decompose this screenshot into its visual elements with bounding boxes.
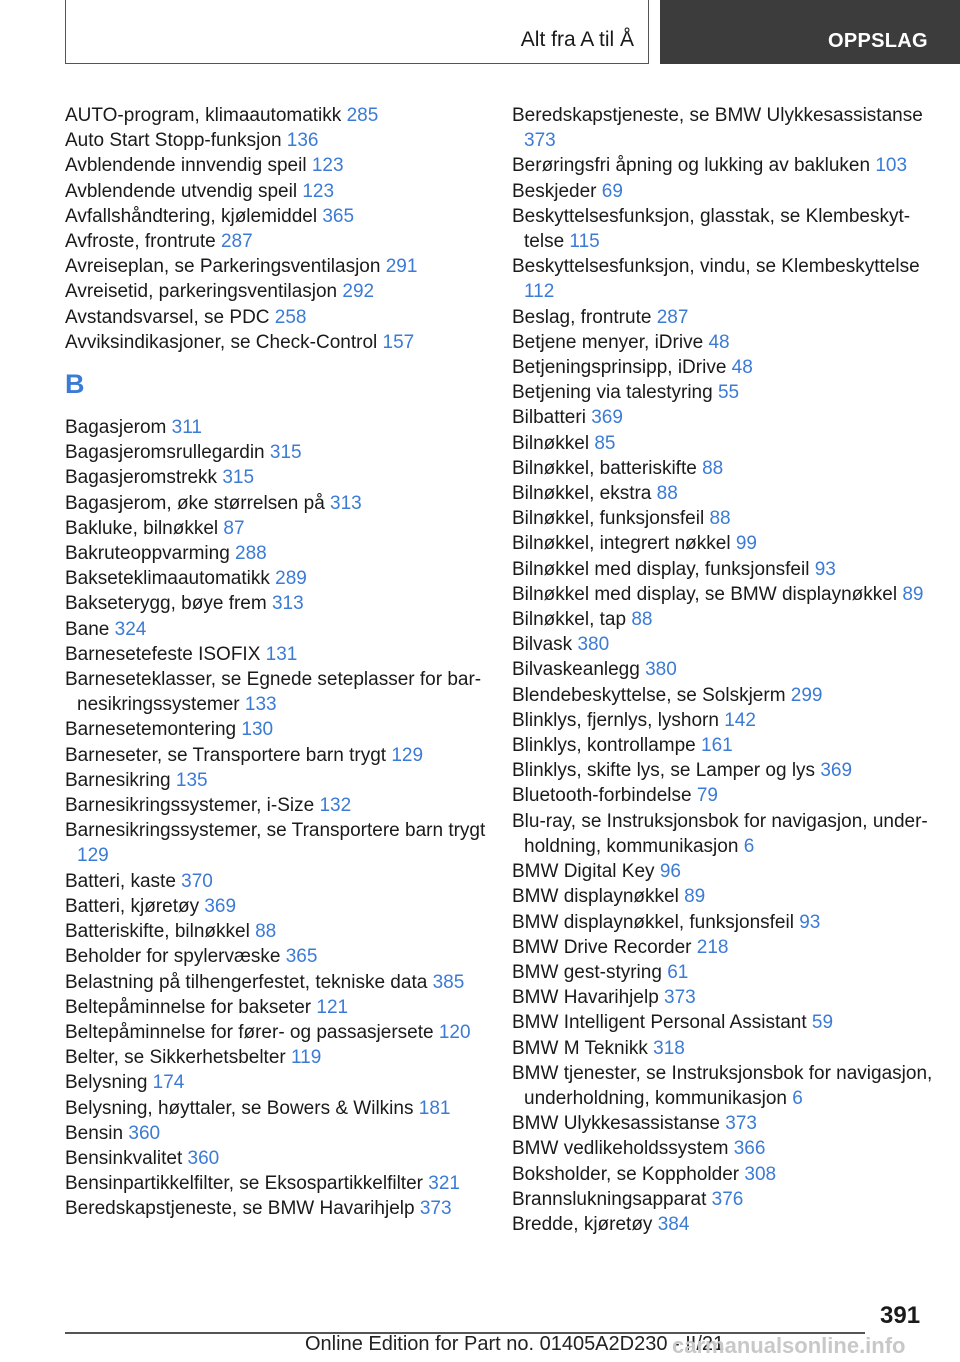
index-page-link[interactable]: 123	[311, 155, 344, 177]
index-entry	[512, 1136, 937, 1161]
index-entry	[512, 960, 937, 985]
index-column-right	[512, 103, 937, 1237]
index-entry-text: Belysning	[65, 1072, 148, 1094]
index-entry	[65, 153, 495, 178]
index-entry	[512, 783, 937, 808]
index-page-link[interactable]: 6	[743, 835, 755, 857]
index-entry	[65, 229, 495, 254]
index-entry	[512, 632, 937, 657]
index-entry	[65, 591, 495, 616]
index-entry	[512, 456, 937, 481]
index-page-link[interactable]: 89	[684, 886, 706, 908]
index-group-b-continued	[512, 103, 937, 1237]
index-page-link[interactable]: 318	[653, 1037, 685, 1059]
index-group-b	[65, 415, 495, 1222]
index-entry-text: Avblendende innvendig speil	[65, 155, 307, 177]
index-page-link[interactable]: 89	[902, 583, 924, 605]
index-entry	[512, 506, 937, 531]
index-page-link[interactable]: 360	[187, 1147, 220, 1169]
index-entry-text: Bensin	[65, 1122, 124, 1144]
index-page-link[interactable]: 313	[330, 492, 362, 514]
index-entry-text: Belysning, høyttaler, se Bowers & Wilkins	[65, 1097, 414, 1119]
index-entry	[512, 481, 937, 506]
index-entry	[512, 1111, 937, 1136]
index-page-link[interactable]: 365	[322, 205, 355, 227]
index-entry	[512, 305, 937, 330]
index-page-link[interactable]: 373	[664, 987, 696, 1009]
index-page-link[interactable]: 373	[725, 1113, 757, 1135]
index-entry-text: Boksholder, se Koppholder	[512, 1163, 740, 1185]
index-entry-text: Bilnøkkel, ekstra	[512, 483, 652, 505]
index-page-link[interactable]: 315	[269, 442, 302, 464]
index-entry-text: Blinklys, kontrollampe	[512, 735, 696, 757]
index-entry-text: BMW M Teknikk	[512, 1037, 648, 1059]
index-page-link[interactable]: 370	[181, 870, 213, 892]
index-entry	[65, 1045, 495, 1070]
index-page-link[interactable]: 93	[814, 558, 836, 580]
index-page-link[interactable]: 285	[346, 105, 379, 126]
index-page-link[interactable]: 289	[275, 568, 307, 590]
index-entry-text: Bilnøkkel, funksjonsfeil	[512, 508, 705, 530]
index-entry	[65, 667, 495, 717]
index-entry-text: Bredde, kjøretøy	[512, 1213, 653, 1235]
index-entry	[512, 1187, 937, 1212]
index-page-link[interactable]: 366	[733, 1138, 766, 1160]
index-page-link[interactable]: 123	[302, 180, 335, 202]
index-page-link[interactable]: 369	[591, 407, 623, 429]
index-entry-text: BMW displaynøkkel, funksjonsfeil	[512, 911, 794, 933]
index-entry	[65, 1020, 495, 1045]
index-entry	[65, 995, 495, 1020]
index-entry	[512, 758, 937, 783]
index-entry	[512, 582, 937, 607]
index-page-link[interactable]: 258	[274, 306, 307, 328]
index-entry	[512, 1036, 937, 1061]
index-page-link[interactable]: 129	[391, 744, 424, 766]
index-page-link[interactable]: 324	[114, 618, 147, 640]
index-page-link[interactable]: 174	[152, 1072, 185, 1094]
index-page-link[interactable]: 133	[244, 694, 277, 716]
index-entry-text: Bilnøkkel med display, funksjonsfeil	[512, 558, 810, 580]
index-page-link[interactable]: 291	[385, 256, 418, 278]
index-entry-text: Beskjeder	[512, 180, 597, 202]
index-entry	[65, 1070, 495, 1095]
index-page-link[interactable]: 130	[241, 719, 274, 741]
index-entry	[65, 254, 495, 279]
index-entry-text: Avfallshåndtering, kjølemiddel	[65, 205, 318, 227]
index-entry	[512, 557, 937, 582]
index-entry-text: Bluetooth-forbindelse	[512, 785, 692, 807]
index-entry	[65, 204, 495, 229]
index-page-link[interactable]: 315	[222, 467, 255, 489]
index-entry-text: Barneseter, se Transportere barn trygt	[65, 744, 387, 766]
index-entry	[65, 1171, 495, 1196]
index-entry	[65, 179, 495, 204]
index-page-link[interactable]: 287	[220, 231, 253, 253]
index-page-link[interactable]: 308	[744, 1163, 777, 1185]
index-page-link[interactable]: 48	[731, 357, 753, 379]
index-entry-text: Beredskapstjeneste, se BMW Ulykkesassistanse	[512, 105, 923, 126]
index-page-link[interactable]: 385	[432, 971, 465, 993]
index-entry	[512, 531, 937, 556]
header-chapter-box	[65, 0, 649, 64]
index-entry-text: Batteri, kaste	[65, 870, 176, 892]
index-entry	[65, 1096, 495, 1121]
index-page-link[interactable]: 292	[342, 281, 375, 303]
index-entry	[512, 254, 937, 304]
index-entry-text: Avblendende utvendig speil	[65, 180, 298, 202]
index-page-link[interactable]: 99	[735, 533, 757, 555]
index-entry	[512, 153, 937, 178]
index-entry-text: Bagasjeromstrekk	[65, 467, 218, 489]
index-entry	[65, 818, 495, 868]
index-entry-text: Bilvask	[512, 634, 573, 656]
index-page-link[interactable]: 380	[577, 634, 610, 656]
index-letter-heading: B	[65, 369, 85, 400]
index-page-link[interactable]: 59	[811, 1012, 834, 1034]
index-entry-text: Bensinpartikkelfilter, se Eksospartikkelfilter	[65, 1173, 423, 1195]
index-entry	[512, 910, 937, 935]
index-entry-text: Bakruteoppvarming	[65, 543, 230, 565]
index-entry	[512, 985, 937, 1010]
index-entry-text: BMW Intelligent Personal Assistant	[512, 1012, 807, 1034]
index-entry-text: Belter, se Sikkerhetsbelter	[65, 1047, 286, 1069]
index-entry-text: Batteri, kjøretøy	[65, 895, 200, 917]
index-page-link[interactable]: 115	[569, 231, 600, 253]
index-entry	[512, 204, 937, 254]
index-entry-text: Beredskapstjeneste, se BMW Havarihjelp	[65, 1198, 415, 1220]
index-column-left	[65, 103, 495, 1222]
index-entry-text: Bagasjeromsrullegardin	[65, 442, 265, 464]
index-entry	[65, 415, 495, 440]
index-page-link[interactable]: 287	[656, 306, 689, 328]
index-entry	[512, 607, 937, 632]
index-entry-text: Barnesikringssystemer, se Transportere barn trygt	[65, 820, 486, 842]
index-page-link[interactable]: 369	[204, 895, 237, 917]
index-entry	[65, 103, 495, 128]
index-page-link[interactable]: 120	[438, 1021, 471, 1043]
index-entry-text: Bilnøkkel, tap	[512, 609, 627, 631]
index-entry-text: Avfroste, frontrute	[65, 231, 216, 253]
index-entry-text: Betjening via talestyring	[512, 382, 713, 404]
index-page-link[interactable]: 136	[286, 130, 319, 152]
index-entry-text: Bagasjerom, øke størrelsen på	[65, 492, 325, 514]
index-entry	[65, 768, 495, 793]
index-page-link[interactable]: 157	[382, 331, 415, 353]
index-entry-text: Belastning på tilhengerfestet, tekniske data	[65, 971, 428, 993]
index-entry	[512, 355, 937, 380]
index-entry	[512, 733, 937, 758]
index-entry	[65, 1146, 495, 1171]
index-entry-text: Bilvaskeanlegg	[512, 659, 640, 681]
index-entry	[65, 128, 495, 153]
index-entry-text: Avreiseplan, se Parkeringsventilasjon	[65, 256, 381, 278]
index-page-link[interactable]: 161	[701, 735, 733, 757]
index-entry-text: BMW Ulykkesassistanse	[512, 1113, 720, 1135]
index-entry	[512, 683, 937, 708]
index-entry-text: Blu-ray, se Instruksjonsbok for navigasjon, underholdning, kommunikasjon	[512, 810, 928, 857]
index-entry	[512, 1010, 937, 1035]
index-page-link[interactable]: 69	[601, 180, 623, 202]
index-entry-text: Beltepåminnelse for fører- og passasjersete	[65, 1021, 434, 1043]
index-group-a	[65, 103, 495, 355]
index-entry	[512, 1061, 937, 1111]
index-page-link[interactable]: 365	[285, 946, 318, 968]
index-entry	[512, 935, 937, 960]
index-entry-text: Bakseterygg, bøye frem	[65, 593, 267, 615]
index-entry	[512, 103, 937, 153]
index-page-link[interactable]: 6	[792, 1087, 803, 1109]
index-page-link[interactable]: 369	[820, 760, 853, 782]
index-page-link[interactable]: 373	[419, 1198, 452, 1220]
index-page-link[interactable]: 288	[235, 543, 267, 565]
index-entry-text: Barnesetefeste ISOFIX	[65, 643, 261, 665]
index-entry-text: BMW Drive Recorder	[512, 936, 692, 958]
index-page-link[interactable]: 112	[524, 281, 555, 303]
index-entry	[65, 541, 495, 566]
index-entry	[512, 380, 937, 405]
index-page-link[interactable]: 142	[724, 709, 756, 731]
index-entry-text: Betjeningsprinsipp, iDrive	[512, 357, 727, 379]
index-entry-text: Bilnøkkel med display, se BMW displaynøkkel	[512, 583, 898, 605]
index-entry-text: Batteriskifte, bilnøkkel	[65, 921, 250, 943]
index-entry-text: Bakseteklimaautomatikk	[65, 568, 270, 590]
index-page-link[interactable]: 321	[428, 1173, 460, 1195]
index-page-link[interactable]: 384	[657, 1213, 690, 1235]
index-entry	[65, 919, 495, 944]
index-page-link[interactable]: 121	[316, 996, 349, 1018]
index-entry-text: Brannslukningsapparat	[512, 1188, 707, 1210]
index-entry-text: Bensinkvalitet	[65, 1147, 183, 1169]
index-entry-text: Berøringsfri åpning og lukking av bakluken	[512, 155, 871, 177]
index-page-link[interactable]: 48	[708, 331, 730, 353]
watermark-logo: carmanualsonline.info	[672, 1333, 906, 1358]
index-entry	[65, 869, 495, 894]
index-page-link[interactable]: 88	[709, 508, 731, 530]
index-entry	[65, 491, 495, 516]
index-entry-text: Barnesetemontering	[65, 719, 237, 741]
index-entry-text: Barneseteklasser, se Egnede seteplasser for barnesikringssystemer	[65, 669, 482, 716]
index-entry-text: BMW gest-styring	[512, 961, 662, 983]
index-entry	[65, 1121, 495, 1146]
index-page-link[interactable]: 96	[659, 861, 681, 883]
index-page-link[interactable]: 129	[77, 845, 109, 867]
index-page-link[interactable]: 376	[711, 1188, 744, 1210]
index-entry	[512, 179, 937, 204]
index-entry-text: BMW tjenester, se Instruksjonsbok for navigasjon, underholdning, kommunikasjon	[512, 1062, 933, 1109]
index-entry-text: AUTO-program, klimaautomatikk	[65, 105, 342, 126]
index-page-link[interactable]: 88	[255, 921, 277, 943]
index-page-link[interactable]: 119	[291, 1047, 322, 1069]
index-page-link[interactable]: 103	[875, 155, 908, 177]
index-page-link[interactable]: 88	[631, 609, 653, 631]
index-entry	[65, 642, 495, 667]
index-entry	[512, 859, 937, 884]
index-entry-text: BMW Digital Key	[512, 861, 655, 883]
index-entry	[65, 717, 495, 742]
section-title: OPPSLAG	[828, 30, 928, 52]
index-page-link[interactable]: 79	[696, 785, 718, 807]
index-page-link[interactable]: 311	[171, 417, 202, 439]
index-page-link[interactable]: 313	[271, 593, 304, 615]
index-entry-text: Bane	[65, 618, 110, 640]
index-entry	[65, 330, 495, 355]
index-entry-text: Avstandsvarsel, se PDC	[65, 306, 270, 328]
index-page-link[interactable]: 88	[702, 457, 724, 479]
index-entry	[65, 743, 495, 768]
index-entry	[512, 809, 937, 859]
index-entry-text: Blendebeskyttelse, se Solskjerm	[512, 684, 786, 706]
index-entry-text: Bilbatteri	[512, 407, 586, 429]
index-page-link[interactable]: 218	[696, 936, 729, 958]
index-page-link[interactable]: 93	[799, 911, 821, 933]
index-entry	[512, 1212, 937, 1237]
index-entry-text: Betjene menyer, iDrive	[512, 331, 704, 353]
index-entry	[65, 894, 495, 919]
index-page-link[interactable]: 360	[128, 1122, 161, 1144]
index-entry	[65, 305, 495, 330]
index-page-link[interactable]: 61	[667, 961, 689, 983]
index-entry	[65, 566, 495, 591]
index-entry-text: Bilnøkkel, integrert nøkkel	[512, 533, 731, 555]
index-entry-text: Avreisetid, parkeringsventilasjon	[65, 281, 338, 303]
index-page-link[interactable]: 181	[418, 1097, 451, 1119]
index-entry-text: Barnesikringssystemer, i-Size	[65, 795, 315, 817]
index-entry-text: Beltepåminnelse for bakseter	[65, 996, 312, 1018]
index-entry-text: Beholder for spylervæske	[65, 946, 281, 968]
index-entry-text: Barnesikring	[65, 769, 171, 791]
index-entry-text: Bakluke, bilnøkkel	[65, 517, 219, 539]
index-entry-text: Beslag, frontrute	[512, 306, 652, 328]
index-page-link[interactable]: 135	[175, 769, 208, 791]
index-entry	[512, 708, 937, 733]
index-entry	[512, 884, 937, 909]
chapter-title: Alt fra A til Å	[520, 28, 634, 51]
index-entry-text: Blinklys, skifte lys, se Lamper og lys	[512, 760, 816, 782]
index-page-link[interactable]: 132	[319, 795, 352, 817]
index-entry-text: BMW vedlikeholdssystem	[512, 1138, 729, 1160]
index-entry	[65, 516, 495, 541]
index-entry	[65, 1196, 495, 1221]
index-entry-text: Bilnøkkel	[512, 432, 590, 454]
index-entry	[65, 617, 495, 642]
index-entry-text: Bilnøkkel, batteriskifte	[512, 457, 697, 479]
index-entry	[65, 944, 495, 969]
index-entry	[65, 279, 495, 304]
page-number: 391	[880, 1302, 921, 1329]
section-tab	[660, 0, 960, 64]
index-page-link[interactable]: 88	[656, 483, 678, 505]
index-page-link[interactable]: 380	[645, 659, 677, 681]
index-entry	[512, 657, 937, 682]
index-entry	[512, 330, 937, 355]
index-entry-text: Beskyttelsesfunksjon, vindu, se Klembeskyttelse	[512, 256, 920, 278]
index-entry	[65, 970, 495, 995]
index-page-link[interactable]: 85	[594, 432, 616, 454]
index-page-link[interactable]: 373	[524, 130, 556, 152]
index-entry	[512, 431, 937, 456]
index-page-link[interactable]: 299	[790, 684, 823, 706]
index-page-link[interactable]: 55	[717, 382, 740, 404]
index-entry	[512, 405, 937, 430]
index-entry-text: Beskyttelsesfunksjon, glasstak, se Klembeskyttelse	[512, 205, 911, 253]
edition-note: Online Edition for Part no. 01405A2D230 - II/21	[305, 1333, 725, 1355]
index-entry	[65, 793, 495, 818]
index-entry-text: Avviksindikasjoner, se Check-Control	[65, 331, 378, 353]
index-entry-text: Blinklys, fjernlys, lyshorn	[512, 709, 719, 731]
index-entry	[65, 440, 495, 465]
index-page-link[interactable]: 87	[223, 517, 245, 539]
index-page-link[interactable]: 131	[265, 643, 298, 665]
index-entry-text: BMW Havarihjelp	[512, 987, 659, 1009]
index-entry	[512, 1162, 937, 1187]
index-entry-text: Bagasjerom	[65, 417, 167, 439]
index-entry-text: BMW displaynøkkel	[512, 886, 679, 908]
index-entry-text: Auto Start Stopp-funksjon	[65, 130, 282, 152]
index-entry	[65, 465, 495, 490]
